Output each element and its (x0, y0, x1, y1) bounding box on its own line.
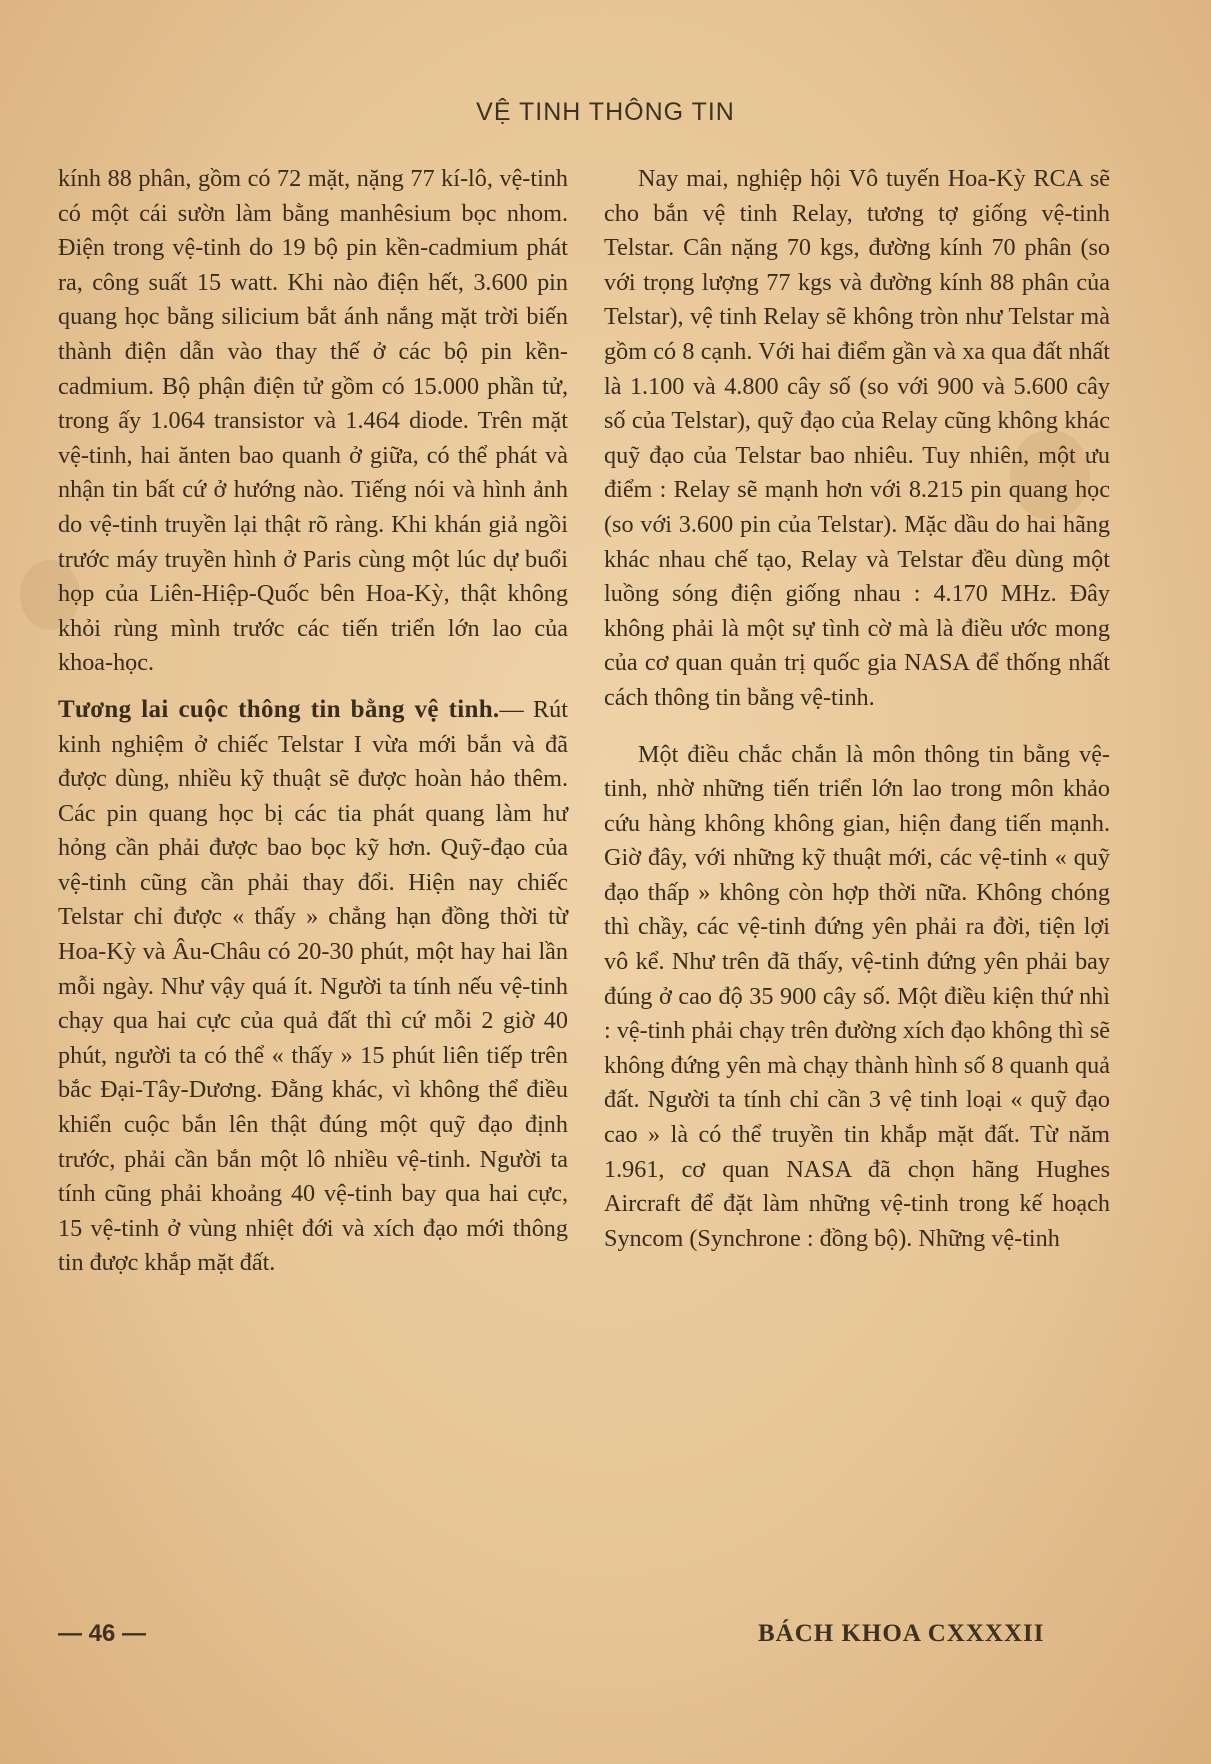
left-column (58, 162, 568, 1281)
right-column (604, 162, 1110, 1256)
section-paragraph (58, 693, 568, 1281)
section-heading: Tương lai cuộc thông tin bằng vệ tinh. (58, 695, 500, 723)
section-body: — Rút kinh nghiệm ở chiếc Telstar I vừa mới bắn và đã được dùng, nhiều kỹ thuật sẽ được hoàn hảo thêm. Các pin quang học bị các tia phát quang làm hư hỏng cần phải được bao bọc kỹ hơn. Quỹ-đạo của vệ-tinh cũng cần phải thay đổi. Hiện nay chiếc Telstar chỉ được « thấy » chẳng hạn đồng thời từ Hoa-Kỳ và Âu-Châu có 20-30 phút, một hay hai lần mỗi ngày. Như vậy quá ít. Người ta tính nếu vệ-tinh chạy qua hai cực của quả đất thì cứ mỗi 2 giờ 40 phút, người ta có thể « thấy » 15 phút liên tiếp trên bắc Đại-Tây-Dương. Đằng khác, vì không thể điều khiển cuộc bắn lên thật đúng một quỹ đạo định trước, phải cần bắn một lô nhiều vệ-tinh. Người ta tính cũng phải khoảng 40 vệ-tinh bay qua hai cực, 15 vệ-tinh ở vùng nhiệt đới và xích đạo mới thông tin được khắp mặt đất. (58, 695, 568, 1277)
running-head-title: VỆ TINH THÔNG TIN (476, 98, 735, 126)
page-number: — 46 — (58, 1620, 147, 1647)
left-paragraph: kính 88 phân, gồm có 72 mặt, nặng 77 kí-lô, vệ-tinh có một cái sườn làm bằng manhêsium bọc nhom. Điện trong vệ-tinh do 19 bộ pin kền-cadmium phát ra, công suất 15 watt. Khi nào điện hết, 3.600 pin quang học bằng silicium bắt ánh nắng mặt trời biến thành điện dẫn vào thay thế ở các bộ pin kền-cadmium. Bộ phận điện tử gồm có 15.000 phần tử, trong ấy 1.064 transistor và 1.464 diode. Trên mặt vệ-tinh, hai ănten bao quanh ở giữa, có thể phát và nhận tin bất cứ ở hướng nào. Tiếng nói và hình ảnh do vệ-tinh truyền lại thật rõ ràng. Khi khán giả ngồi trước máy truyền hình ở Paris cùng một lúc dự buổi họp của Liên-Hiệp-Quốc bên Hoa-Kỳ, thật không khỏi rùng mình trước các tiến triển lớn lao của khoa-học. (58, 165, 568, 677)
right-paragraph-2: Một điều chắc chắn là môn thông tin bằng vệ-tinh, nhờ những tiến triển lớn lao trong môn khảo cứu hàng không không gian, hiện đang tiến mạnh. Giờ đây, với những kỹ thuật mới, các vệ-tinh « quỹ đạo thấp » không còn hợp thời nữa. Không chóng thì chầy, các vệ-tinh đứng yên phải ra đời, tiện lợi vô kể. Như trên đã thấy, vệ-tinh đứng yên phải bay đúng ở cao độ 35 900 cây số. Một điều kiện thứ nhì : vệ-tinh phải chạy trên đường xích đạo không thì sẽ không đứng yên mà chạy thành hình số 8 quanh quả đất. Người ta tính chỉ cần 3 vệ tinh loại « quỹ đạo cao » là có thể truyền tin khắp mặt đất. Từ năm 1.961, cơ quan NASA đã chọn hãng Hughes Aircraft để đặt làm những vệ-tinh trong kế hoạch Syncom (Synchrone : đồng bộ). Những vệ-tinh (604, 740, 1110, 1252)
right-paragraph-1: Nay mai, nghiệp hội Vô tuyến Hoa-Kỳ RCA sẽ cho bắn vệ tinh Relay, tương tợ giống vệ-tinh Telstar. Cân nặng 70 kgs, đường kính 70 phân (so với trọng lượng 77 kgs và đường kính 88 phân của Telstar), vệ tinh Relay sẽ không tròn như Telstar mà gồm có 8 cạnh. Với hai điểm gần và xa qua đất nhất là 1.100 và 4.800 cây số (so với 900 và 5.600 cây số của Telstar), quỹ đạo của Relay cũng không khác quỹ đạo của Telstar bao nhiêu. Tuy nhiên, một ưu điểm : Relay sẽ mạnh hơn với 8.215 pin quang học (so với 3.600 pin của Telstar). Mặc dầu do hai hãng khác nhau chế tạo, Relay và Telstar đều dùng một luồng sóng điện giống nhau : 4.170 MHz. Đây không phải là một sự tình cờ mà là điều ước mong của cơ quan quản trị quốc gia NASA để thống nhất cách thông tin bằng vệ-tinh. (604, 165, 1110, 711)
publication-name: BÁCH KHOA CXXXXII (758, 1620, 1045, 1647)
